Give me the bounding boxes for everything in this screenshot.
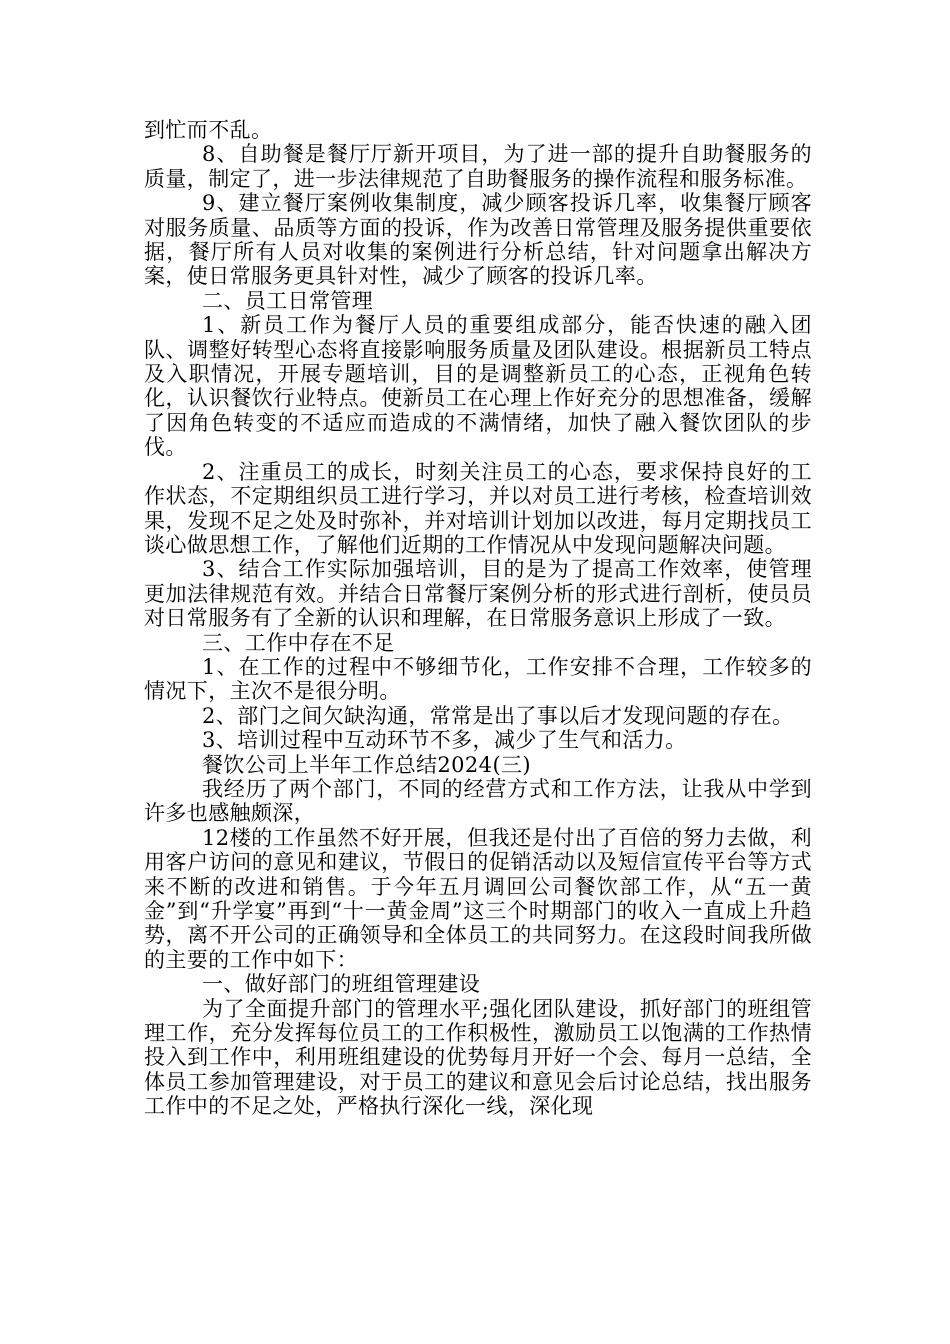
paragraph-7: 3、结合工作实际加强培训，目的是为了提高工作效率，使管理更加法律规范有效。并结合日常餐厅案例分析的形式进行剖析，使员员对日常服务有了全新的认识和理解，在日常服务意识上形成了一致。 — [144, 557, 812, 631]
paragraph-5: 1、新员工作为餐厅人员的重要组成部分，能否快速的融入团队、调整好转型心态将直接影响服务质量及团队建设。根据新员工特点及入职情况，开展专题培训，目的是调整新员工的心态，正视角色转化，认识餐饮行业特点。使新员工在心理上作好充分的思想准备，缓解了因角色转变的不适应而造成的不满情绪，加快了融入餐饮团队的步伐。 — [144, 313, 812, 460]
paragraph-16: 为了全面提升部门的管理水平;强化团队建设，抓好部门的班组管理工作，充分发挥每位员工的工作积极性，激励员工以饱满的工作热情投入到工作中，利用班组建设的优势每月开好一个会、每月一总结，全体员工参加管理建设，对于员工的建议和意见会后讨论总结，找出服务工作中的不足之处，严格执行深化一线，深化现 — [144, 996, 812, 1119]
section-heading-team-management: 一、做好部门的班组管理建设 — [202, 972, 481, 997]
document-body — [144, 118, 812, 1119]
paragraph-13: 我经历了两个部门，不同的经营方式和工作方法，让我从中学到许多也感触颇深， — [144, 776, 812, 826]
paragraph-1: 到忙而不乱。 — [144, 118, 273, 142]
article-title-part-three: 餐饮公司上半年工作总结2024(三) — [202, 752, 532, 777]
paragraph-9: 1、在工作的过程中不够细节化，工作安排不合理，工作较多的情况下，主次不是很分明。 — [144, 654, 812, 704]
paragraph-14: 12楼的工作虽然不好开展，但我还是付出了百倍的努力去做，利用客户访问的意见和建议，节假日的促销活动以及短信宣传平台等方式来不断的改进和销售。于今年五月调回公司餐饮部工作，从“五一黄金”到“升学宴”再到“十一黄金周”这三个时期部门的收入一直成上升趋势，离不开公司的正确领导和全体员工的共同努力。在这段时间我所做的主要的工作中如下： — [144, 825, 812, 972]
paragraph-10: 2、部门之间欠缺沟通，常常是出了事以后才发现问题的存在。 — [202, 703, 794, 728]
paragraph-2: 8、自助餐是餐厅厅新开项目，为了进一部的提升自助餐服务的质量，制定了，进一步法律规范了自助餐服务的操作流程和服务标准。 — [144, 142, 812, 191]
paragraph-3: 9、建立餐厅案例收集制度，减少顾客投诉几率，收集餐厅顾客对服务质量、品质等方面的投诉，作为改善日常管理及服务提供重要依据，餐厅所有人员对收集的案例进行分析总结，针对问题拿出解决方案，使日常服务更具针对性，减少了顾客的投诉几率。 — [144, 191, 812, 289]
section-heading-shortcomings: 三、工作中存在不足 — [202, 630, 395, 655]
paragraph-6: 2、注重员工的成长，时刻关注员工的心态，要求保持良好的工作状态，不定期组织员工进行学习，并以对员工进行考核，检查培训效果，发现不足之处及时弥补，并对培训计划加以改进，每月定期找员工谈心做思想工作，了解他们近期的工作情况从中发现问题解决问题。 — [144, 459, 812, 557]
section-heading-staff-management: 二、员工日常管理 — [202, 288, 374, 313]
paragraph-11: 3、培训过程中互动环节不多，减少了生气和活力。 — [202, 728, 687, 753]
